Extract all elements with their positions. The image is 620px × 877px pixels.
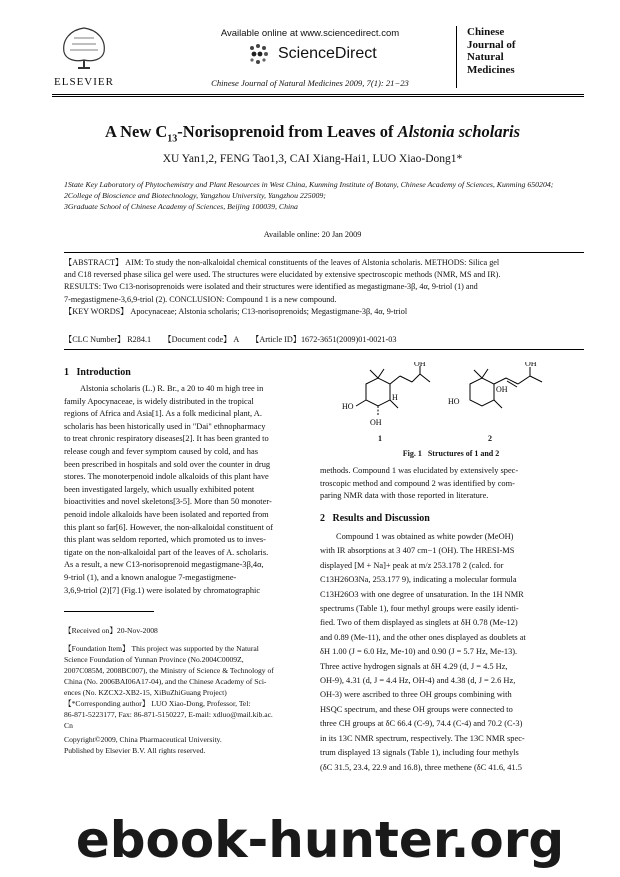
abstract	[64, 257, 584, 318]
structure-1-bonds	[356, 366, 430, 416]
authors: XU Yan1,2, FENG Tao1,3, CAI Xiang-Hai1, LUO Xiao-Dong1*	[162, 153, 463, 165]
watermark: ebook-hunter.org	[75, 811, 565, 869]
footnote-line: Published by Elsevier B.V. All rights reserved.	[64, 746, 206, 755]
clc-rule	[64, 349, 584, 350]
journal-name-line: Medicines	[467, 63, 515, 76]
intro-line: this plant was seldom reported, which promoted us to inves-	[64, 535, 266, 545]
structure-figure	[320, 362, 590, 448]
journal-name-line: Journal of	[467, 38, 516, 51]
oh-label: OH	[414, 362, 426, 368]
ho-label: HO	[448, 397, 460, 406]
results-line: OH-3) were ascribed to three OH groups combining with	[320, 690, 512, 700]
footnote-line: 【Received on】20-Nov-2008	[64, 626, 158, 635]
abstract-rule	[64, 252, 584, 253]
body-line: methods. Compound 1 was elucidated by extensively spec-	[320, 466, 519, 475]
structure-label-1: 1	[378, 434, 382, 443]
footnote-rule	[64, 611, 154, 612]
figure-caption: Fig. 1 Structures of 1 and 2	[402, 449, 500, 458]
intro-line: scholaris has been historically used in "Dai" ethnopharmacy	[64, 421, 266, 431]
journal-name-line: Chinese	[467, 26, 505, 38]
intro-line: regions of Africa and Asia[1]. As a folk medicinal plant, A.	[64, 409, 262, 419]
intro-line: family Apocynaceae, is widely distributed in the tropical	[64, 396, 254, 406]
ho-label: HO	[342, 402, 354, 411]
intro-line: to treat chronic respiratory diseases[2]. It has been granted to	[64, 434, 269, 444]
results-line: trum displayed 13 signals (Table 1), including four methyls	[320, 748, 519, 758]
footnote-line: Copyright©2009, China Pharmaceutical University.	[64, 735, 222, 744]
results-line: spectrums (Table 1), four methyl groups were easily identi-	[320, 604, 519, 614]
chemical-structures	[320, 362, 590, 448]
methods-paragraph	[320, 465, 582, 503]
results-line: with IR absorptions at 3 407 cm−1 (OH). The HRESI-MS	[320, 546, 515, 556]
results-line: (δC 31.5, 23.4, 22.9 and 16.8), three methene (δC 41.6, 41.5	[320, 762, 522, 772]
footnote-line: Cn	[64, 721, 73, 730]
results-heading: 2 Results and Discussion	[320, 513, 430, 524]
results-line: Compound 1 was obtained as white powder (MeOH)	[336, 532, 514, 541]
intro-heading: 1 Introduction	[64, 367, 131, 378]
abstract-line: and C18 reversed phase silica gel were used. The structures were elucidated by extensive spectroscopic methods (NMR, MS and IR).	[64, 270, 501, 280]
available-online-date: Available online: 20 Jan 2009	[263, 230, 362, 239]
intro-line: tigate on the non-alkaloidal part of the leaves of A. scholaris.	[64, 547, 269, 557]
footnote-line: 2007C085M, 2008BC007), the Ministry of Science & Technology of	[64, 666, 274, 675]
results-line: C13H26O3Na, 253.177 9), indicating a molecular formula	[320, 575, 517, 585]
structure-label-2: 2	[488, 434, 492, 443]
header-rule-thin	[52, 96, 584, 97]
results-line: C13H26O3 with one degree of unsaturation. In the 1H NMR	[320, 589, 524, 599]
results-line: in its 13C NMR spectrum, respectively. The 13C NMR spec-	[320, 733, 525, 743]
elsevier-logo	[52, 22, 116, 88]
available-online: Available online at www.sciencedirect.com	[220, 28, 400, 39]
journal-name-line: Natural	[467, 51, 504, 63]
oh-label: OH	[496, 385, 508, 394]
affiliation: 1State Key Laboratory of Phytochemistry and Plant Resources in West China, Kunming Institute of Botany, Chinese Academy of Sciences, Kunming 650204;	[64, 180, 554, 189]
results-line: displayed [M + Na]+ peak at m/z 253.178 2 (calcd. for	[320, 560, 504, 570]
intro-line: release cough and fever symptom caused by cold, and has	[64, 446, 258, 456]
intro-line: this plant so far[6]. However, the non-alkaloidal constituent of	[64, 522, 273, 532]
elsevier-tree-icon	[52, 22, 116, 70]
footnotes	[64, 625, 308, 756]
intro-line: Alstonia scholaris (L.) R. Br., a 20 to 40 m high tree in	[80, 384, 264, 393]
clc-line: 【CLC Number】 R284.1 【Document code】 A 【Article ID】1672-3651(2009)01-0021-03	[64, 335, 397, 344]
abstract-line: RESULTS: Two C13-norisoprenoids were isolated and their structures were identified as megastigmane-3β, 4α, 9-triol (1) and	[64, 282, 478, 292]
intro-line: been prescribed in hospitals and sold over the counter in drug	[64, 459, 271, 469]
results-line: Three active hydrogen signals at δH 4.29 (d, J = 4.5 Hz,	[320, 661, 508, 671]
affiliation: 2College of Bioscience and Biotechnology, Yangzhou University, Yangzhou 225009;	[64, 190, 326, 200]
intro-line: been investigated largely, which usually exhibited potent	[64, 484, 255, 494]
abstract-line: 【ABSTRACT】 AIM: To study the non-alkaloidal chemical constituents of the leaves of Alstonia scholaris. METHODS: Silica gel	[64, 258, 500, 267]
footnote-line: 【*Corresponding author】 LUO Xiao-Dong, Professor, Tel:	[64, 699, 251, 708]
sciencedirect-dots-icon	[248, 42, 272, 66]
results-line: and 0.89 (Me-11), and the other ones displayed as doublets at	[320, 632, 526, 642]
elsevier-wordmark: ELSEVIER	[54, 76, 114, 88]
affiliations	[64, 180, 584, 212]
sciencedirect-logo	[248, 42, 398, 66]
intro-line: penoid indole alkaloids have been isolated and reported from	[64, 509, 269, 519]
results-line: HSQC spectrum, and these OH groups were connected to	[320, 704, 513, 714]
footnote-line: 【Foundation Item】 This project was supported by the Natural	[64, 644, 259, 653]
abstract-line: 7-megastigmene-3,6,9-triol (2). CONCLUSION: Compound 1 is a new compound.	[64, 294, 337, 304]
footnote-line: 86-871-5223177, Fax: 86-871-5150227, E-mail: xdluo@mail.kib.ac.	[64, 710, 273, 719]
intro-line: As a result, a new C13-norisoprenoid megastigmane-3β,4α,	[64, 560, 264, 570]
footnote-line: Science Foundation of Yunnan Province (No.2004C0009Z,	[64, 655, 244, 664]
results-line: fied. Two of them displayed as singlets at δH 0.78 (Me-12)	[320, 618, 518, 628]
intro-paragraph	[64, 383, 306, 597]
body-line: paring NMR data with those reported in literature.	[320, 491, 489, 501]
footnote-line: ences (No. KZCX2-XB2-15, XiBuZhiGuang Project)	[64, 688, 227, 697]
journal-name-box	[456, 26, 587, 88]
h-label: H	[392, 393, 398, 402]
footnote-line: China (No. 2006BAI06A17-04), and the Chinese Academy of Sci-	[64, 677, 267, 686]
intro-line: 3,6,9-triol (2)[7] (Fig.1) were isolated by chromatographic	[64, 585, 261, 595]
results-paragraph	[320, 530, 582, 775]
header-rule	[52, 94, 584, 95]
article-title: A New $C_{13}$-Norisoprenoid from Leaves of Alstonia scholaris	[104, 122, 521, 145]
oh-label: OH	[525, 362, 537, 368]
intro-line: bioactivities and novel skeletons[3-5]. More than 50 monoter-	[64, 497, 272, 507]
results-line: OH-9), 4.31 (d, J = 4.4 Hz, OH-4) and 4.38 (d, J = 2.6 Hz,	[320, 676, 516, 686]
affiliation: 3Graduate School of Chinese Academy of Sciences, Beijing 100039, China	[64, 201, 298, 211]
sciencedirect-wordmark: ScienceDirect	[278, 45, 377, 62]
intro-line: 9-triol (1), and a known analogue 7-megastigmene-	[64, 572, 237, 582]
oh-label: OH	[370, 418, 382, 427]
results-line: three CH groups at δC 66.4 (C-9), 74.4 (C-4) and 70.2 (C-3)	[320, 719, 523, 729]
intro-line: stores. The monoterpenoid indole alkaloids of this plant have	[64, 472, 269, 482]
keywords: 【KEY WORDS】 Apocynaceae; Alstonia scholaris; C13-norisoprenoids; Megastigmane-3β, 4α, 9-triol	[64, 306, 408, 316]
body-line: troscopic method and compound 2 was identified by com-	[320, 478, 515, 488]
results-line: δH 1.00 (J = 6.0 Hz, Me-10) and 0.90 (J = 5.7 Hz, Me-13).	[320, 647, 518, 657]
journal-citation: Chinese Journal of Natural Medicines 2009, 7(1): 21−23	[211, 78, 409, 88]
